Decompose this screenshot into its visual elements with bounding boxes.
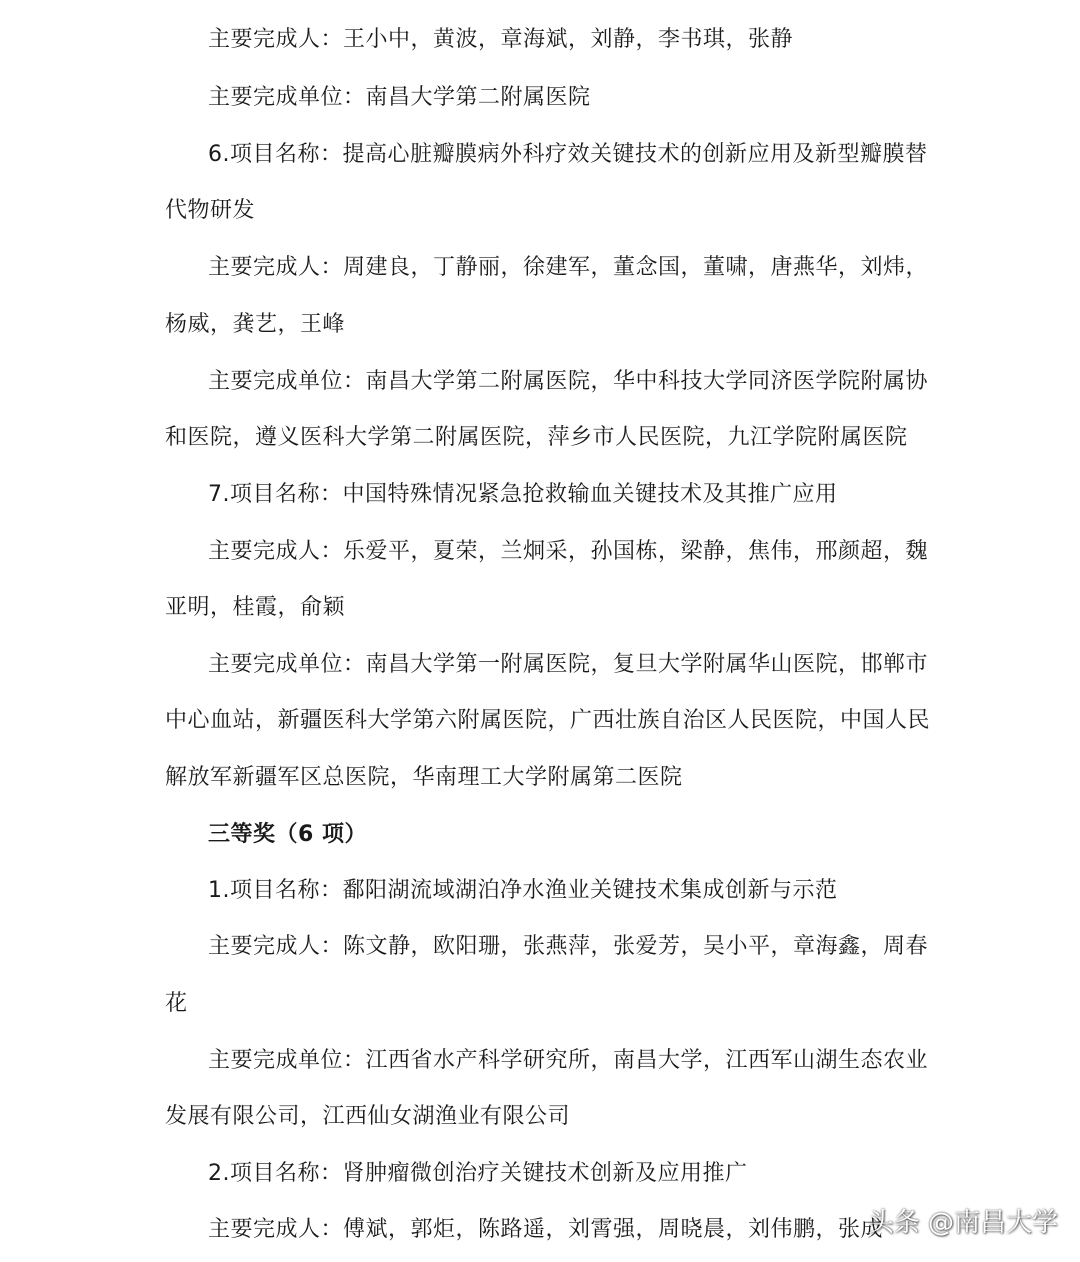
text-line: 和医院，遵义医科大学第二附属医院，萍乡市人民医院，九江学院附属医院 — [165, 425, 908, 450]
text-line: 主要完成人：陈文静，欧阳珊，张燕萍，张爱芳，吴小平，章海鑫，周春 — [208, 934, 929, 959]
text-line: 主要完成单位：南昌大学第二附属医院 — [208, 85, 591, 110]
text-line: 7.项目名称：中国特殊情况紧急抢救输血关键技术及其推广应用 — [208, 482, 838, 507]
text-line: 6.项目名称：提高心脏瓣膜病外科疗效关键技术的创新应用及新型瓣膜替 — [208, 142, 928, 167]
text-line: 亚明，桂霞，俞颖 — [165, 595, 346, 620]
text-line: 杨威，龚艺，王峰 — [165, 312, 346, 337]
text-line: 中心血站，新疆医科大学第六附属医院，广西壮族自治区人民医院，中国人民 — [165, 708, 931, 733]
text-line: 主要完成单位：南昌大学第一附属医院，复旦大学附属华山医院，邯郸市 — [208, 652, 929, 677]
text-line: 主要完成人：王小中，黄波，章海斌，刘静，李书琪，张静 — [208, 27, 794, 52]
section-heading: 三等奖（6 项） — [208, 822, 367, 847]
watermark-text: 头条 @南昌大学 — [867, 1208, 1058, 1238]
text-line: 主要完成单位：南昌大学第二附属医院，华中科技大学同济医学院附属协 — [208, 369, 929, 394]
text-line: 主要完成人：周建良，丁静丽，徐建军，董念国，董啸，唐燕华，刘炜， — [208, 255, 929, 280]
text-line: 主要完成人：乐爱平，夏荣，兰炯采，孙国栋，梁静，焦伟，邢颜超，魏 — [208, 539, 929, 564]
text-line: 代物研发 — [165, 198, 256, 223]
text-line: 1.项目名称：鄱阳湖流域湖泊净水渔业关键技术集成创新与示范 — [208, 878, 838, 903]
text-line: 2.项目名称：肾肿瘤微创治疗关键技术创新及应用推广 — [208, 1161, 748, 1186]
source-watermark — [868, 1206, 1058, 1240]
text-line: 解放军新疆军区总医院，华南理工大学附属第二医院 — [165, 765, 683, 790]
text-line: 发展有限公司，江西仙女湖渔业有限公司 — [165, 1104, 571, 1129]
text-line: 主要完成人：傅斌，郭炬，陈路遥，刘霄强，周晓晨，刘伟鹏，张成 — [208, 1217, 884, 1242]
text-line: 主要完成单位：江西省水产科学研究所，南昌大学，江西军山湖生态农业 — [208, 1048, 929, 1073]
text-line: 花 — [165, 991, 188, 1016]
